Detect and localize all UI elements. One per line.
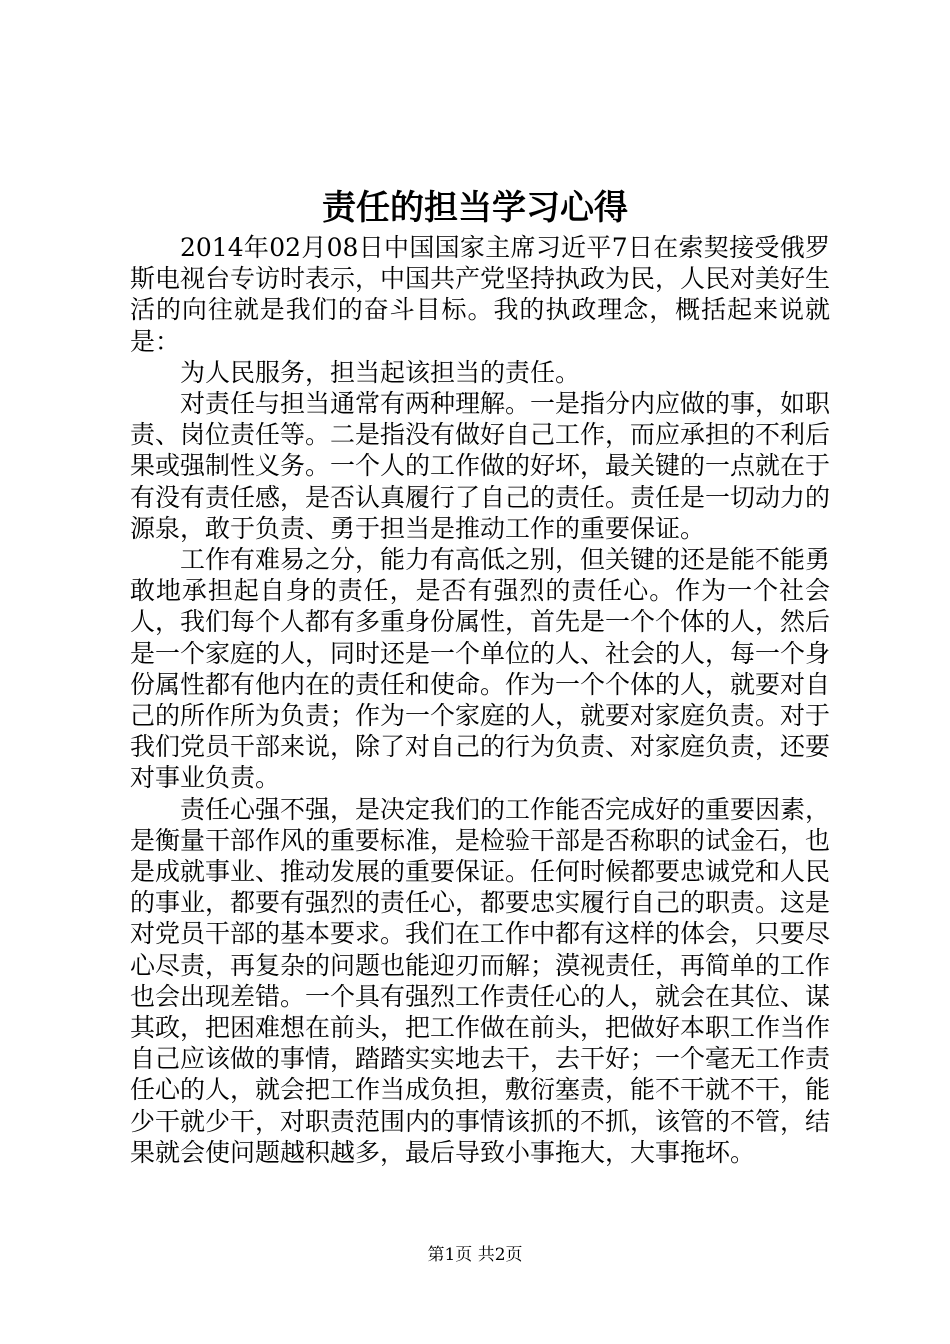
- paragraph-3: 对责任与担当通常有两种理解。一是指分内应做的事，如职责、岗位责任等。二是指没有做好自己工作，而应承担的不利后果或强制性义务。一个人的工作做的好坏，最关键的一点就在于有没有责任感，是否认真履行了自己的责任。责任是一切动力的源泉，敢于负责、勇于担当是推动工作的重要保证。: [130, 389, 831, 543]
- page-number-footer: 第1页 共2页: [427, 1245, 523, 1265]
- paragraph-2: 为人民服务，担当起该担当的责任。: [180, 357, 581, 387]
- document-body: [130, 232, 830, 1168]
- paragraph-5: 责任心强不强，是决定我们的工作能否完成好的重要因素，是衡量干部作风的重要标准，是检验干部是否称职的试金石，也是成就事业、推动发展的重要保证。任何时候都要忠诚党和人民的事业，都要有强烈的责任心，都要忠实履行自己的职责。这是对党员干部的基本要求。我们在工作中都有这样的体会，只要尽心尽责，再复杂的问题也能迎刃而解；漠视责任，再简单的工作也会出现差错。一个具有强烈工作责任心的人，就会在其位、谋其政，把困难想在前头，把工作做在前头，把做好本职工作当作自己应该做的事情，踏踏实实地去干，去干好；一个毫无工作责任心的人，就会把工作当成负担，敷衍塞责，能不干就不干，能少干就少干，对职责范围内的事情该抓的不抓，该管的不管，结果就会使问题越积越多，最后导致小事拖大，大事拖坏。: [130, 794, 831, 1167]
- document-title: 责任的担当学习心得: [322, 188, 628, 228]
- paragraph-4: 工作有难易之分，能力有高低之别，但关键的还是能不能勇敢地承担起自身的责任，是否有强烈的责任心。作为一个社会人，我们每个人都有多重身份属性，首先是一个个体的人，然后是一个家庭的人，同时还是一个单位的人、社会的人，每一个身份属性都有他内在的责任和使命。作为一个个体的人，就要对自己的所作所为负责；作为一个家庭的人，就要对家庭负责。对于我们党员干部来说，除了对自己的行为负责、对家庭负责，还要对事业负责。: [130, 545, 831, 793]
- paragraph-1: 2014年02月08日中国国家主席习近平7日在索契接受俄罗斯电视台专访时表示，中国共产党坚持执政为民，人民对美好生活的向往就是我们的奋斗目标。我的执政理念，概括起来说就是：: [130, 233, 831, 356]
